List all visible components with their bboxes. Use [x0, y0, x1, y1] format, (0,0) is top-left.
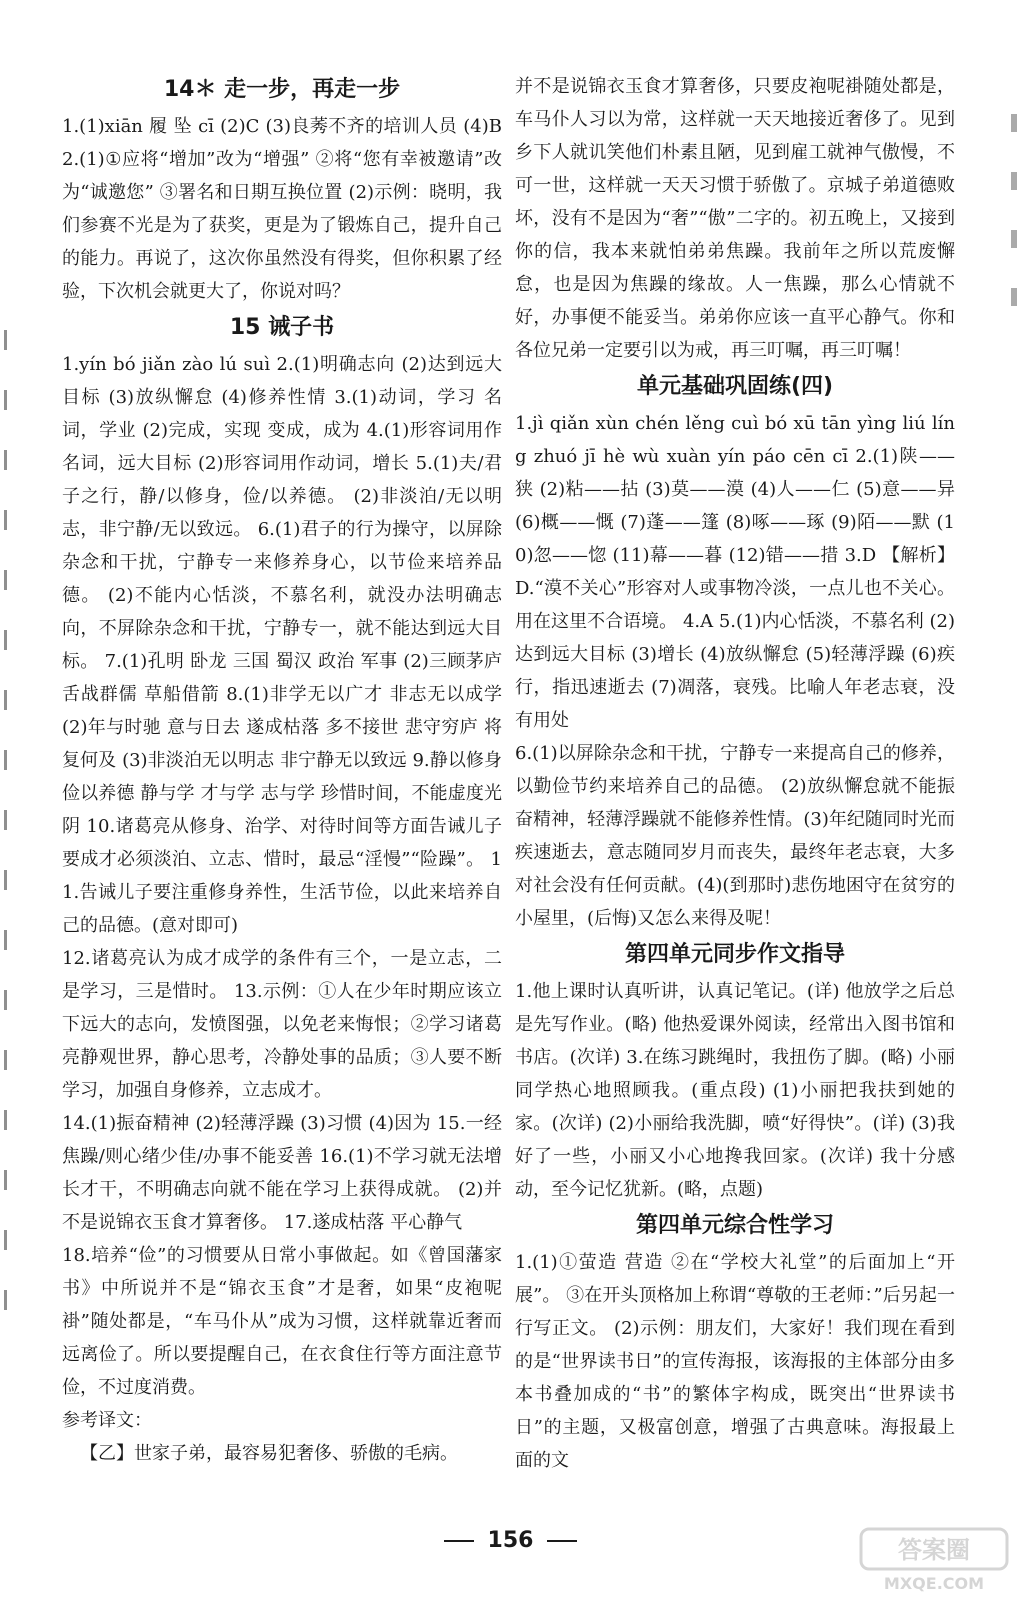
lesson-15-q12-13: 12.诸葛亮认为成才成学的条件有三个，一是立志，二是学习，三是惜时。 13.示例：①人在少年时期应该立下远大的志向，发愤图强，以免老来悔恨；②学习诸葛亮静观世界，静心思考，冷静处事的品质；③人要不断学习，加强自身修养，立志成才。	[62, 948, 502, 1101]
lesson-14-title: 14＊ 走一步，再走一步	[163, 77, 401, 102]
page-number-dash-right	[547, 1540, 577, 1542]
svg-text:答案圈: 答案圈	[898, 1536, 970, 1564]
lesson-15-q14-17: 14.(1)振奋精神 (2)轻薄浮躁 (3)习惯 (4)因为 15.一经焦躁/则心绪少佳/办事不能妥善 16.(1)不学习就无法增长才干，不明确志向就不能在学习上获得成就。 (2)并不是说锦衣玉食才算奢侈。 17.遂成枯落 平心静气	[62, 1113, 502, 1233]
lesson-14-answers: 1.(1)xiān 履 坠 cī (2)C (3)良莠不齐的培训人员 (4)B 2.(1)①应将“增加”改为“增强” ②将“您有幸被邀请”改为“诚邀您” ③署名和日期互换位置 (2)示例：晓明，我们参赛不光是为了获奖，更是为了锻炼自己，提升自己的能力。再说了，这次你虽然没有得奖，但你积累了经验，下次机会就更大了，你说对吗？	[62, 116, 502, 302]
right-edge-bleed	[1005, 100, 1021, 360]
left-edge-bleed	[0, 330, 14, 1330]
unit-review-title: 单元基础巩固练(四)	[636, 374, 834, 399]
right-column	[515, 70, 955, 1477]
svg-text:MXQE.COM: MXQE.COM	[883, 1574, 985, 1593]
comprehensive-study-answers: 1.(1)①萤造 营造 ②在“学校大礼堂”的后面加上“开展”。 ③在开头顶格加上称谓“尊敬的王老师：”后另起一行写正文。 (2)示例：朋友们，大家好！我们现在看到的是“世界读书日”的宣传海报，该海报的主体部分由多本书叠加成的“书”的繁体字构成，既突出“世界读书日”的主题，又极富创意，增强了古典意味。海报最上面的文	[515, 1252, 955, 1471]
lesson-15-q18: 18.培养“俭”的习惯要从日常小事做起。如《曾国藩家书》中所说并不是“锦衣玉食”才是奢，如果“皮袍呢褂”随处都是，“车马仆从”成为习惯，这样就靠近奢而远离俭了。所以要提醒自己，在衣食住行等方面注意节俭，不过度消费。	[62, 1245, 502, 1398]
lesson-15-answers: 1.yín bó jiǎn zào lú suì 2.(1)明确志向 (2)达到远大目标 (3)放纵懈怠 (4)修养性情 3.(1)动词，学习 名词，学业 (2)完成，实现 变成，成为 4.(1)形容词用作名词，远大目标 (2)形容词用作动词，增长 5.(1)夫/君子之行，静/以修身，俭/以养德。 (2)非淡泊/无以明志，非宁静/无以致远。 6.(1)君子的行为操守，以屏除杂念和干扰，宁静专一来修养身心，以节俭来培养品德。 (2)不能内心恬淡，不慕名利，就没办法明确志向，不屏除杂念和干扰，宁静专一，就不能达到远大目标。 7.(1)孔明 卧龙 三国 蜀汉 政治 军事 (2)三顾茅庐 舌战群儒 草船借箭 8.(1)非学无以广才 非志无以成学 (2)年与时驰 意与日去 遂成枯落 多不接世 悲守穷庐 将复何及 (3)非淡泊无以明志 非宁静无以致远 9.静以修身 俭以养德 静与学 才与学 志与学 珍惜时间，不能虚度光阴 10.诸葛亮从修身、治学、对待时间等方面告诫儿子要成才必须淡泊、立志、惜时，最忌“淫慢”“险躁”。 11.告诫儿子要注重修身养性，生活节俭，以此来培养自己的品德。(意对即可)	[62, 354, 502, 936]
comprehensive-study-title: 第四单元综合性学习	[635, 1213, 834, 1238]
writing-guide-title: 第四单元同步作文指导	[624, 942, 845, 967]
unit-review-answers: 1.jì qiǎn xùn chén lěng cuì bó xū tān yìng liú líng zhuó jī hè wù xuàn yín páo cēn cī 2.(1)陕——狭 (2)粘——拈 (3)莫——漠 (4)人——仁 (5)意——异 (6)概——慨 (7)蓬——篷 (8)啄——琢 (9)陌——默 (10)忽——惚 (11)幕——暮 (12)错——措 3.D 【解析】D.“漠不关心”形容对人或事物冷淡，一点儿也不关心。用在这里不合语境。 4.A 5.(1)内心恬淡，不慕名利 (2)达到远大目标 (3)增长 (4)放纵懈怠 (5)轻薄浮躁 (6)疾行，指迅速逝去 (7)凋落，衰残。比喻人年老志衰，没有用处	[515, 413, 955, 731]
unit-review-q6: 6.(1)以屏除杂念和干扰，宁静专一来提高自己的修养，以勤俭节约来培养自己的品德。 (2)放纵懈怠就不能振奋精神，轻薄浮躁就不能修养性情。(3)年纪随同时光而疾速逝去，意志随同岁月而丧失，最终年老志衰，大多对社会没有任何贡献。(4)(到那时)悲伤地困守在贫穷的小屋里，(后悔)又怎么来得及呢！	[515, 743, 955, 929]
writing-guide-answers: 1.他上课时认真听讲，认真记笔记。(详) 他放学之后总是先写作业。(略) 他热爱课外阅读，经常出入图书馆和书店。(次详) 3.在练习跳绳时，我扭伤了脚。(略) 小丽同学热心地照顾我。(重点段) (1)小丽把我扶到她的家。(次详) (2)小丽给我洗脚，喷“好得快”。(详) (3)我好了一些，小丽又小心地搀我回家。(次详) 我十分感动，至今记忆犹新。(略，点题)	[515, 981, 955, 1200]
reference-translation-text: 【乙】世家子弟，最容易犯奢侈、骄傲的毛病。	[80, 1443, 458, 1464]
page-number-value: 156	[487, 1528, 534, 1553]
page-number-dash-left	[444, 1540, 474, 1542]
lesson-15-title: 15 诫子书	[229, 315, 335, 340]
watermark-logo	[859, 1525, 1009, 1595]
translation-continued: 并不是说锦衣玉食才算奢侈，只要皮袍呢褂随处都是，车马仆人习以为常，这样就一天天地接近奢侈了。见到乡下人就讥笑他们朴素且陋，见到雇工就神气傲慢，不可一世，这样就一天天习惯于骄傲了。京城子弟道德败坏，没有不是因为“奢”“傲”二字的。初五晚上，又接到你的信，我本来就怕弟弟焦躁。我前年之所以荒废懈怠，也是因为焦躁的缘故。人一焦躁，那么心情就不好，办事便不能妥当。弟弟你应该一直平心静气。你和各位兄弟一定要引以为戒，再三叮嘱，再三叮嘱！	[515, 76, 955, 361]
reference-translation-label: 参考译文：	[62, 1410, 152, 1431]
left-column	[62, 70, 502, 1470]
